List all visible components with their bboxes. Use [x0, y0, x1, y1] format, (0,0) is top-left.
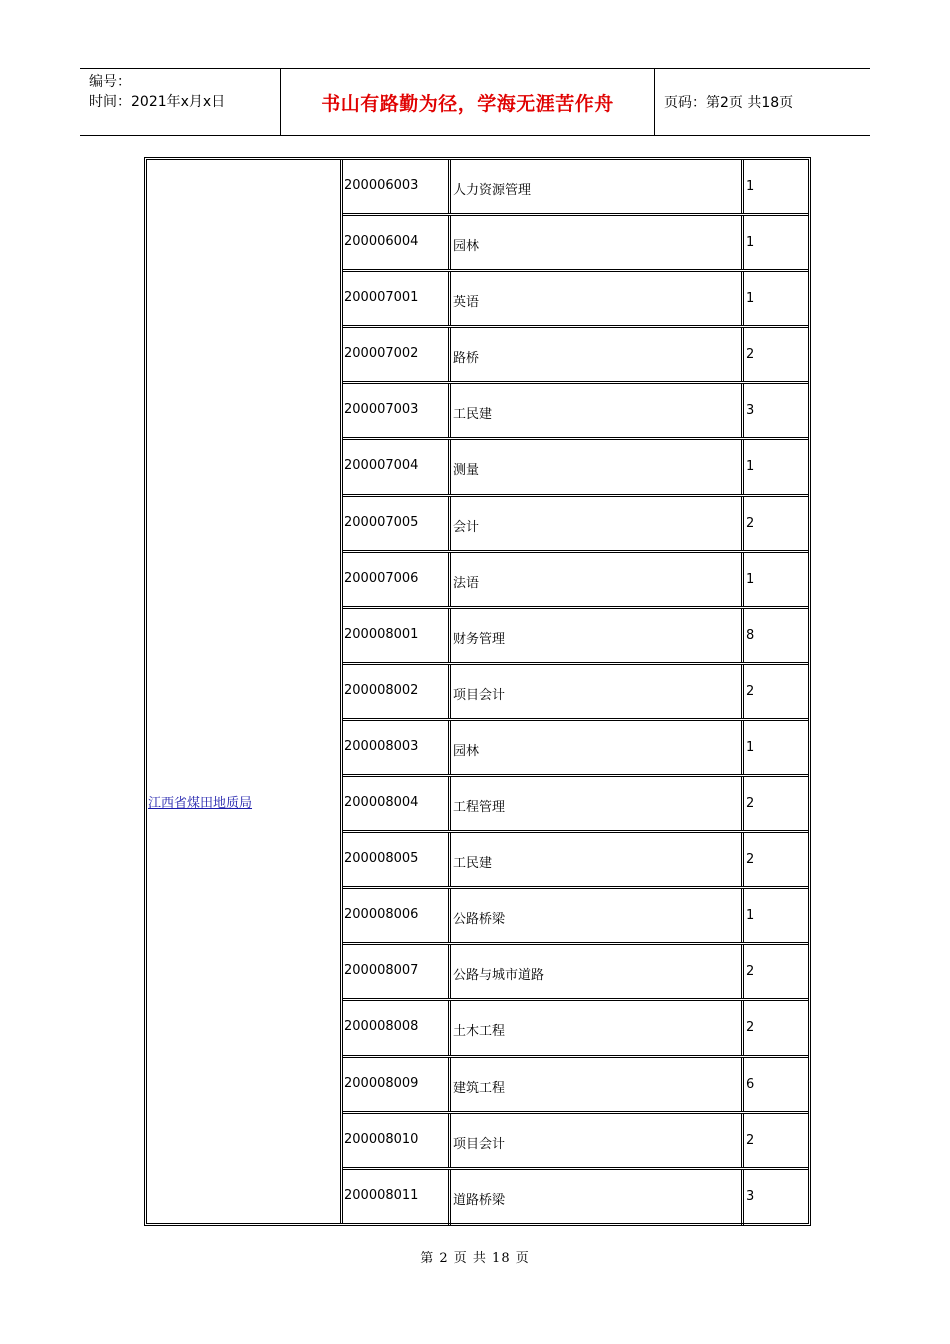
major-name-cell: 工民建 [451, 833, 744, 886]
headcount-cell: 1 [746, 235, 755, 251]
header-slogan: 书山有路勤为径，学海无涯苦作舟 [281, 69, 655, 135]
position-code-cell: 200007001 [343, 272, 451, 325]
major-name-cell: 测量 [451, 440, 744, 493]
table-row [343, 833, 808, 889]
position-code-cell: 200007002 [343, 328, 451, 381]
position-code-cell: 200008005 [343, 833, 451, 886]
position-code-cell: 200008008 [343, 1001, 451, 1054]
headcount-cell: 2 [746, 964, 755, 980]
major-name-cell: 会计 [451, 497, 744, 550]
position-code-cell: 200008004 [343, 777, 451, 830]
headcount-cell: 2 [746, 796, 755, 812]
position-code-cell: 200008001 [343, 609, 451, 662]
major-name-cell: 英语 [451, 272, 744, 325]
major-name-cell: 园林 [451, 721, 744, 774]
recruitment-table [144, 157, 811, 1226]
headcount-cell: 8 [746, 627, 755, 643]
headcount-cell: 1 [746, 291, 755, 307]
position-code-cell: 200007005 [343, 497, 451, 550]
position-code-cell: 200007003 [343, 384, 451, 437]
table-row [343, 609, 808, 665]
page-footer: 第 2 页 共 18 页 [420, 1251, 530, 1266]
major-name-cell: 财务管理 [451, 609, 744, 662]
organization-link[interactable]: 江西省煤田地质局 [148, 796, 253, 811]
table-row [343, 272, 808, 328]
table-row [343, 160, 808, 216]
headcount-cell: 2 [746, 1132, 755, 1148]
table-row [343, 384, 808, 440]
position-code-cell: 200006004 [343, 216, 451, 269]
headcount-cell: 1 [746, 908, 755, 924]
major-name-cell: 项目会计 [451, 1114, 744, 1167]
major-name-cell: 公路与城市道路 [451, 945, 744, 998]
headcount-cell: 3 [746, 403, 755, 419]
header-page-info: 页码：第2页 共18页 [664, 95, 794, 111]
major-name-cell: 道路桥梁 [451, 1170, 744, 1226]
table-row [343, 889, 808, 945]
headcount-cell: 2 [746, 683, 755, 699]
table-rows [343, 160, 808, 1223]
position-code-cell: 200006003 [343, 160, 451, 213]
headcount-cell: 6 [746, 1076, 755, 1092]
position-code-cell: 200008003 [343, 721, 451, 774]
table-row [343, 1001, 808, 1057]
major-name-cell: 园林 [451, 216, 744, 269]
table-row [343, 1170, 808, 1226]
major-name-cell: 公路桥梁 [451, 889, 744, 942]
headcount-cell: 2 [746, 347, 755, 363]
table-row [343, 497, 808, 553]
major-name-cell: 人力资源管理 [451, 160, 744, 213]
table-row [343, 440, 808, 496]
headcount-cell: 1 [746, 459, 755, 475]
table-row [343, 1114, 808, 1170]
table-row [343, 553, 808, 609]
table-row [343, 1058, 808, 1114]
position-code-cell: 200008010 [343, 1114, 451, 1167]
headcount-cell: 2 [746, 852, 755, 868]
table-row [343, 216, 808, 272]
table-row [343, 945, 808, 1001]
table-row [343, 665, 808, 721]
major-name-cell: 工程管理 [451, 777, 744, 830]
headcount-cell: 1 [746, 739, 755, 755]
headcount-cell: 1 [746, 571, 755, 587]
major-name-cell: 工民建 [451, 384, 744, 437]
major-name-cell: 项目会计 [451, 665, 744, 718]
headcount-cell: 2 [746, 1020, 755, 1036]
position-code-cell: 200008002 [343, 665, 451, 718]
number-label: 编号： [89, 74, 131, 90]
major-name-cell: 法语 [451, 553, 744, 606]
position-code-cell: 200007004 [343, 440, 451, 493]
headcount-cell: 1 [746, 179, 755, 194]
header-meta [80, 69, 281, 135]
position-code-cell: 200008006 [343, 889, 451, 942]
page-header [80, 68, 870, 136]
position-code-cell: 200007006 [343, 553, 451, 606]
major-name-cell: 路桥 [451, 328, 744, 381]
table-row [343, 328, 808, 384]
position-code-cell: 200008011 [343, 1170, 451, 1226]
position-code-cell: 200008009 [343, 1058, 451, 1111]
time-label: 时间：2021年x月x日 [89, 94, 226, 110]
major-name-cell: 土木工程 [451, 1001, 744, 1054]
table-row [343, 721, 808, 777]
organization-cell [147, 160, 343, 1223]
table-row [343, 777, 808, 833]
position-code-cell: 200008007 [343, 945, 451, 998]
headcount-cell: 2 [746, 515, 755, 531]
major-name-cell: 建筑工程 [451, 1058, 744, 1111]
headcount-cell: 3 [746, 1188, 755, 1204]
